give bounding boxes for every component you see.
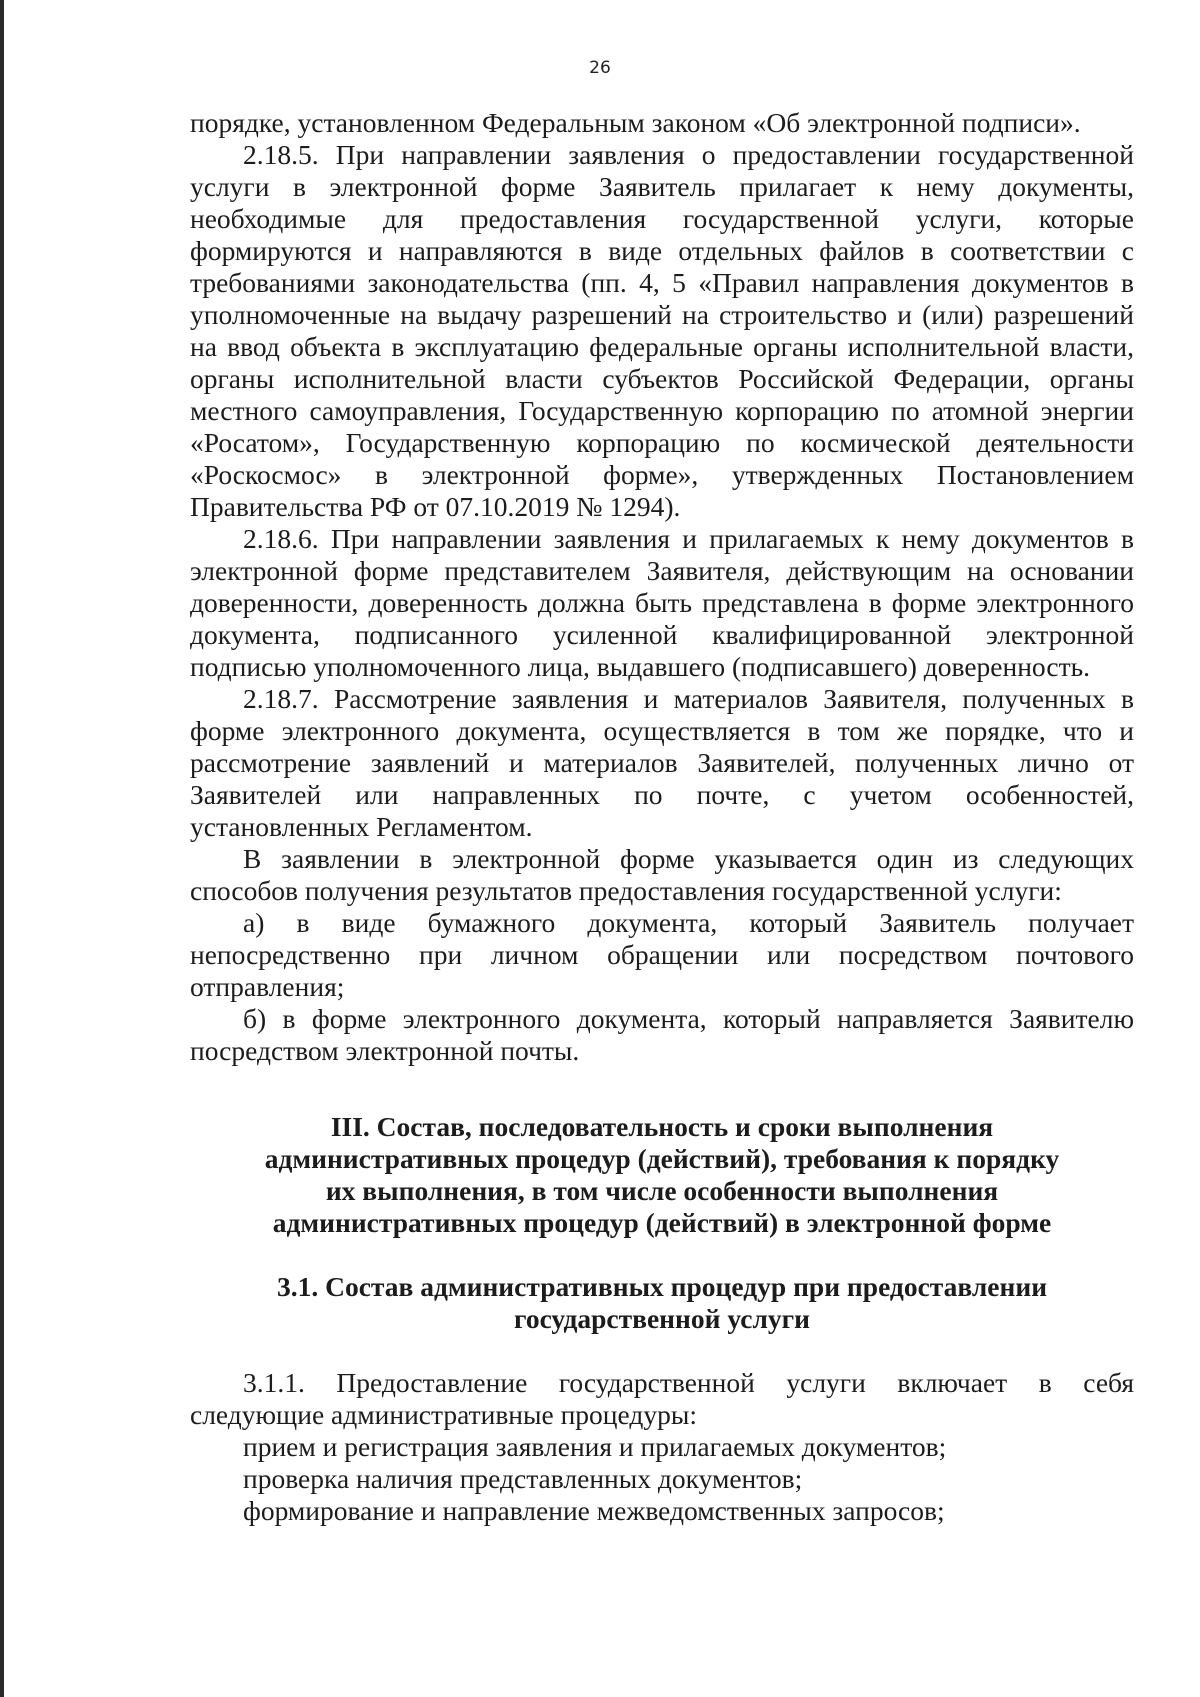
text-line: следующие административные процедуры:	[190, 1399, 697, 1430]
text-line: местного самоуправления, Государственную корпорацию по атомной энергии	[190, 395, 1134, 426]
text-line: формируются и направляются в виде отдельных файлов в соответствии с	[190, 235, 1134, 266]
text-line: требованиями законодательства (пп. 4, 5 «Правил направления документов в	[190, 267, 1134, 298]
text-line: органы исполнительной власти субъектов Российской Федерации, органы	[190, 363, 1134, 394]
heading-line: III. Состав, последовательность и сроки выполнения	[330, 1111, 994, 1142]
subsection-heading-3-1	[190, 1271, 1134, 1335]
text-line: 2.18.6. При направлении заявления и прилагаемых к нему документов в	[243, 523, 1134, 554]
scan-edge-border	[0, 0, 4, 1697]
text-line: «Росатом», Государственную корпорацию по космической деятельности	[190, 427, 1134, 458]
paragraph-continuation	[190, 107, 1134, 139]
page-number: 26	[589, 58, 611, 78]
text-line: «Роскосмос» в электронной форме», утвержденных Постановлением	[190, 459, 1134, 490]
text-line: необходимые для предоставления государственной услуги, которые	[190, 203, 1134, 234]
text-line: электронной форме представителем Заявителя, действующим на основании	[190, 555, 1134, 586]
procedure-item-reception	[190, 1431, 1134, 1463]
paragraph-2-18-6	[190, 523, 1134, 683]
text-line: непосредственно при личном обращении или посредством почтового	[190, 939, 1134, 970]
text-line: 2.18.5. При направлении заявления о предоставлении государственной	[243, 139, 1134, 170]
text-line: установленных Регламентом.	[190, 811, 533, 842]
text-line: а) в виде бумажного документа, который Заявитель получает	[243, 907, 1134, 938]
text-line: Заявителей или направленных по почте, с учетом особенностей,	[190, 779, 1134, 810]
text-line: порядке, установленном Федеральным законом «Об электронной подписи».	[190, 107, 1081, 138]
text-line: формирование и направление межведомственных запросов;	[243, 1495, 945, 1526]
text-line: уполномоченные на выдачу разрешений на строительство и (или) разрешений	[190, 299, 1134, 330]
text-line: на ввод объекта в эксплуатацию федеральные органы исполнительной власти,	[190, 331, 1134, 362]
heading-line: административных процедур (действий) в электронной форме	[272, 1207, 1052, 1238]
text-line: форме электронного документа, осуществляется в том же порядке, что и	[190, 715, 1134, 746]
text-line: б) в форме электронного документа, который направляется Заявителю	[243, 1003, 1134, 1034]
text-line: способов получения результатов предоставления государственной услуги:	[190, 875, 1062, 906]
paragraph-result-methods	[190, 843, 1134, 907]
heading-line: их выполнения, в том числе особенности выполнения	[325, 1175, 999, 1206]
section-heading-iii	[190, 1111, 1134, 1239]
text-line: 3.1.1. Предоставление государственной услуги включает в себя	[243, 1367, 1134, 1398]
text-line: доверенности, доверенность должна быть представлена в форме электронного	[190, 587, 1134, 618]
text-line: услуги в электронной форме Заявитель прилагает к нему документы,	[190, 171, 1134, 202]
heading-line: государственной услуги	[514, 1303, 810, 1334]
list-item-b	[190, 1003, 1134, 1067]
text-line: прием и регистрация заявления и прилагаемых документов;	[243, 1431, 947, 1462]
procedure-item-requests	[190, 1495, 1134, 1527]
document-body	[190, 107, 1134, 1527]
text-line: В заявлении в электронной форме указывается один из следующих	[243, 843, 1134, 874]
paragraph-2-18-7	[190, 683, 1134, 843]
text-line: отправления;	[190, 971, 345, 1002]
list-item-a	[190, 907, 1134, 1003]
text-line: посредством электронной почты.	[190, 1035, 580, 1066]
paragraph-3-1-1	[190, 1367, 1134, 1431]
text-line: рассмотрение заявлений и материалов Заявителей, полученных лично от	[190, 747, 1134, 778]
text-line: 2.18.7. Рассмотрение заявления и материалов Заявителя, полученных в	[243, 683, 1134, 714]
text-line: подписью уполномоченного лица, выдавшего (подписавшего) доверенность.	[190, 651, 1091, 682]
paragraph-2-18-5	[190, 139, 1134, 523]
text-line: проверка наличия представленных документов;	[243, 1463, 803, 1494]
heading-line: 3.1. Состав административных процедур при предоставлении	[276, 1271, 1048, 1302]
procedure-item-verification	[190, 1463, 1134, 1495]
text-line: документа, подписанного усиленной квалифицированной электронной	[190, 619, 1134, 650]
heading-line: административных процедур (действий), требования к порядку	[264, 1143, 1060, 1174]
text-line: Правительства РФ от 07.10.2019 № 1294).	[190, 491, 681, 522]
